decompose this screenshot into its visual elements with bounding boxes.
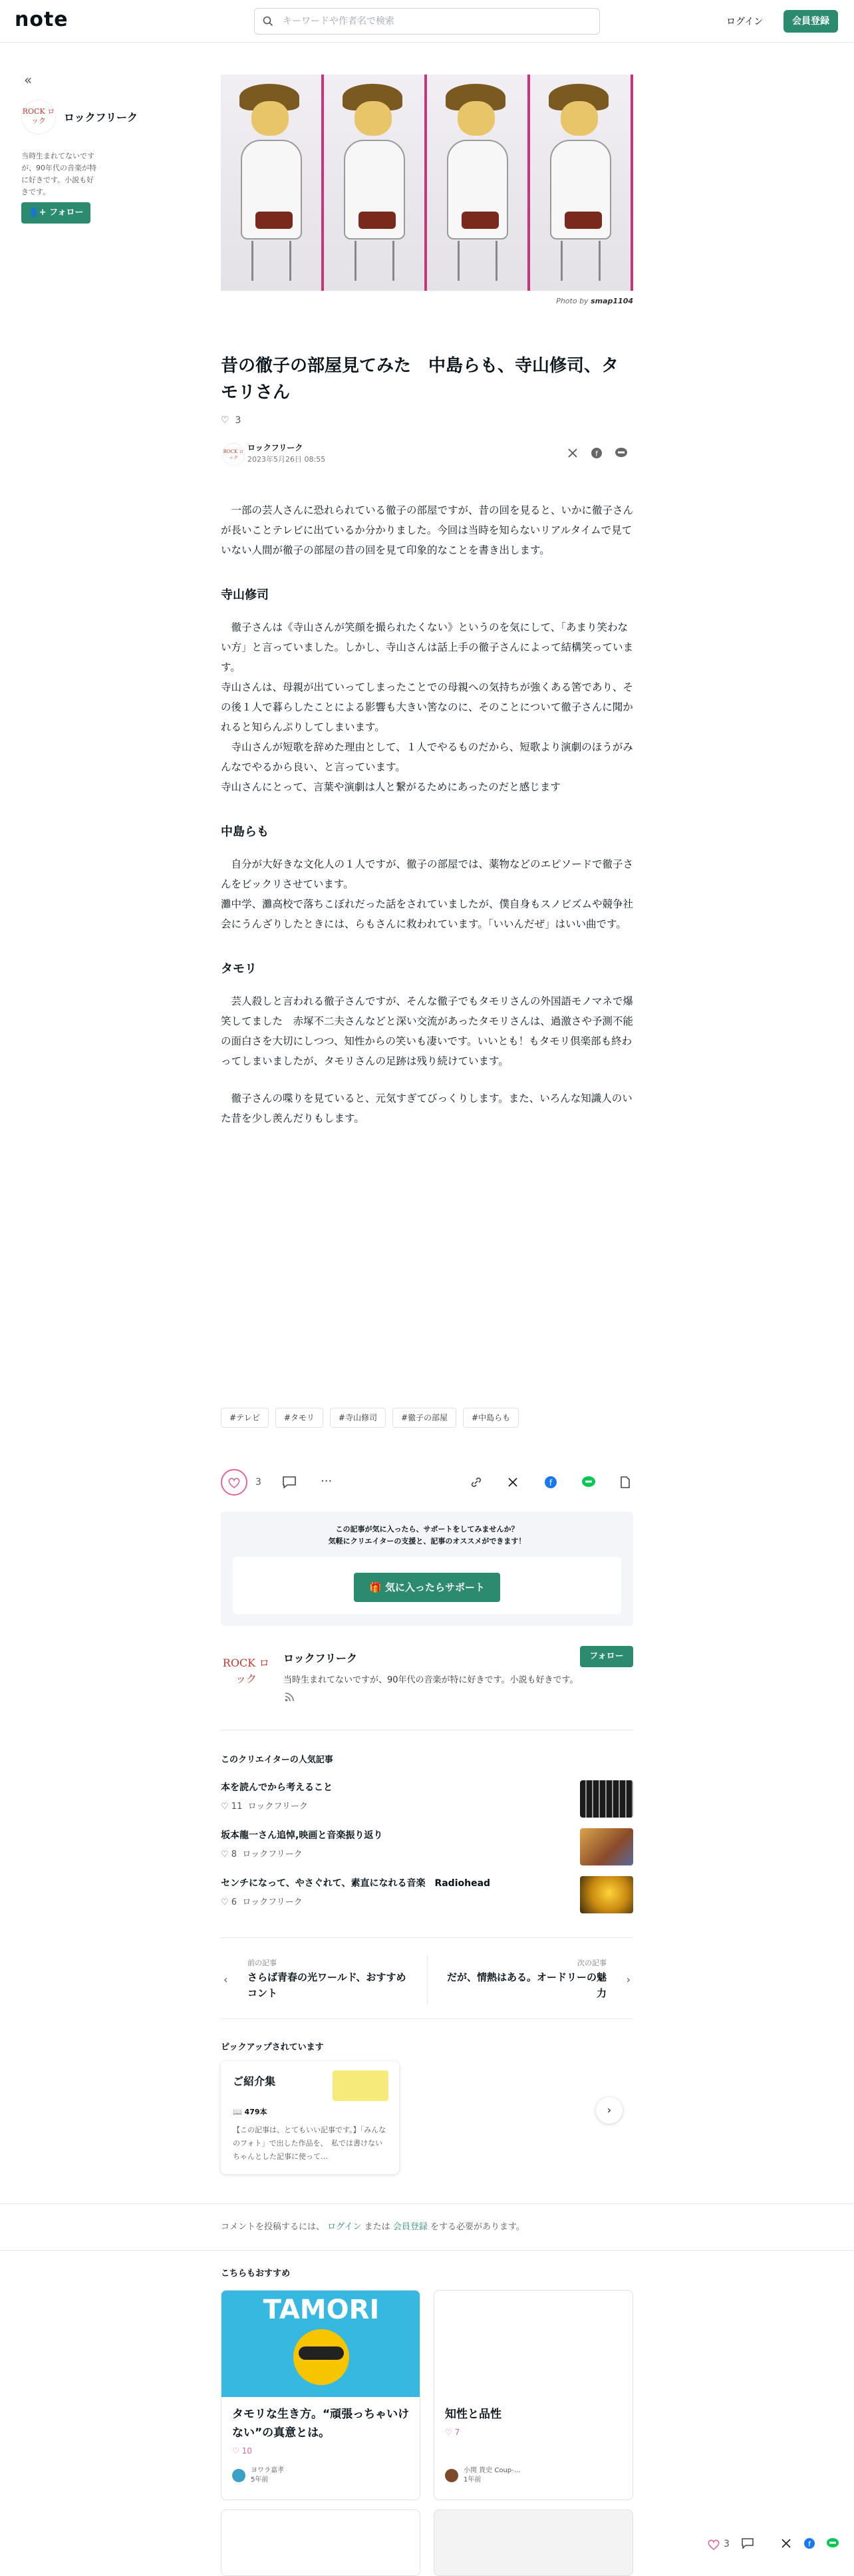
note-logo[interactable]: note <box>15 8 69 31</box>
hashtag-chip[interactable]: #タモリ <box>275 1408 323 1428</box>
cover-image <box>221 75 633 291</box>
author-name[interactable]: ロックフリーク <box>247 443 303 452</box>
popular-thumbnail <box>580 1876 633 1913</box>
floating-like-count: 3 <box>724 2539 730 2549</box>
line-share-icon[interactable] <box>826 2537 839 2552</box>
chevron-right-icon: › <box>607 2104 612 2116</box>
publish-date: 2023年5月26日 08:55 <box>247 455 326 464</box>
book-icon: 📖 <box>233 2108 242 2116</box>
recommend-title: 知性と品性 <box>445 2408 501 2421</box>
section-heading: タモリ <box>221 962 257 976</box>
sunglasses-illustration <box>299 2346 344 2360</box>
comment-login-link[interactable]: ログイン <box>327 2222 362 2232</box>
profile-follow-button[interactable]: フォロー <box>580 1646 633 1667</box>
profile-avatar-text: ROCK ロック <box>222 1657 270 1685</box>
recommend-likes <box>232 2446 252 2456</box>
popular-thumbnail <box>580 1780 633 1818</box>
search-box[interactable] <box>254 8 600 35</box>
login-link[interactable]: ログイン <box>726 17 764 27</box>
hashtag-chip[interactable]: #徹子の部屋 <box>392 1408 456 1428</box>
follow-label: フォロー <box>49 208 84 218</box>
profile-avatar[interactable] <box>222 1649 270 1696</box>
x-share-icon[interactable] <box>781 2538 791 2551</box>
popular-item[interactable] <box>221 1876 633 1913</box>
pickup-description: 【この記事は、とてもいい記事です。】「みんなのフォト」で出した作品を、 私では書けないちゃんとした記事に使って… <box>233 2126 386 2161</box>
prev-label: 前の記事 <box>247 1959 277 1967</box>
profile-name[interactable]: ロックフリーク <box>283 1652 358 1665</box>
rss-icon[interactable] <box>285 1692 294 1704</box>
svg-text:f: f <box>808 2539 811 2549</box>
article-action-row <box>221 1469 633 1496</box>
recommend-author-avatar <box>445 2469 458 2482</box>
hashtag-chip[interactable]: #寺山修司 <box>330 1408 386 1428</box>
svg-text:f: f <box>549 1478 553 1488</box>
chevron-right-icon: › <box>626 1973 631 1986</box>
section-heading: 寺山修司 <box>221 588 269 602</box>
comment-mid: または <box>364 2222 390 2232</box>
recommend-card[interactable] <box>434 2290 633 2500</box>
paragraph: 自分が大好きな文化人の１人ですが、徹子の部屋では、薬物などのエピソードで徹子さんをビックリさせています。 灘中学、灘高校で落ちこぼれだった話をされていましたが、僕自身もスノビズムや競争社会にうんざりしたときには、らもさんに救われています。「いいんだぜ」はいい曲です。 <box>221 858 634 930</box>
creator-avatar[interactable] <box>21 100 56 134</box>
popular-title: 坂本龍一さん追悼,映画と音楽振り返り <box>221 1830 383 1841</box>
facebook-share-icon[interactable] <box>591 447 603 459</box>
pickup-title[interactable]: ご紹介集 <box>233 2075 276 2088</box>
recommend-likes <box>445 2428 460 2437</box>
like-count: 3 <box>235 415 241 426</box>
heart-icon: ♡ <box>445 2428 452 2437</box>
x-share-icon[interactable] <box>567 447 579 459</box>
line-share-icon[interactable] <box>615 447 628 459</box>
popular-title: センチになって、やさぐれて、素直になれる音楽 Radiohead <box>221 1878 491 1889</box>
share-icons-top <box>567 446 633 462</box>
gift-icon: 🎁 <box>369 1581 382 1593</box>
heart-icon: ♡ <box>221 415 229 426</box>
line-share-icon[interactable] <box>581 1476 596 1489</box>
recommend-image-text: TAMORI <box>263 2295 380 2325</box>
paragraph: 一部の芸人さんに恐れられている徹子の部屋ですが、昔の回を見ると、いかに徹子さんが長いことテレビに出ているか分かりました。今回は当時を知らないリアルタイムで見ていない人間が徹子の部屋の昔の回を見て印象的なことを書き出します。 <box>221 504 634 556</box>
hashtag-chip[interactable]: #テレビ <box>221 1408 269 1428</box>
heart-icon[interactable] <box>706 2537 721 2553</box>
svg-text:f: f <box>595 449 598 458</box>
heart-icon: ♡ <box>232 2446 239 2456</box>
x-share-icon[interactable] <box>507 1476 519 1488</box>
photo-credit-prefix: Photo by <box>556 297 589 305</box>
comment-icon[interactable] <box>282 1476 297 1489</box>
comment-pre: コメントを投稿するには、 <box>221 2222 325 2232</box>
collapse-sidebar-icon[interactable]: « <box>24 72 33 88</box>
comment-post: をする必要があります。 <box>430 2222 525 2232</box>
recommend-author-name: ヨワラ嘉孝 <box>251 2467 284 2474</box>
photo-credit <box>492 297 633 305</box>
recommend-card-partial[interactable] <box>221 2509 420 2576</box>
avatar-text: ROCK ロック <box>22 107 55 125</box>
pickup-count <box>233 2106 267 2117</box>
signup-button[interactable]: 会員登録 <box>783 10 838 33</box>
recommend-heading: こちらもおすすめ <box>221 2269 291 2279</box>
chevron-left-icon: ‹ <box>223 1973 228 1986</box>
facebook-share-icon[interactable] <box>544 1476 557 1489</box>
popular-meta <box>221 1847 303 1859</box>
popular-meta <box>221 1799 308 1812</box>
popular-item[interactable] <box>221 1780 633 1818</box>
recommend-card[interactable] <box>221 2290 420 2500</box>
recommend-likes-value: 7 <box>454 2428 460 2437</box>
like-count: 3 <box>255 1477 261 1488</box>
support-message <box>221 1524 633 1547</box>
photo-credit-user[interactable]: smap1104 <box>591 297 633 305</box>
search-icon <box>263 16 273 27</box>
floating-action-bar <box>706 2536 847 2555</box>
like-button[interactable] <box>221 1469 247 1496</box>
recommend-title: タモリな生き方。“頑張っちゃいけない”の真意とは。 <box>232 2408 410 2440</box>
popular-likes: 11 <box>231 1802 243 1812</box>
global-header <box>0 0 854 43</box>
next-title: だが、情熱はある。オードリーの魅力 <box>447 1971 607 1999</box>
divider <box>221 2018 633 2019</box>
author-avatar[interactable] <box>222 443 245 466</box>
recommend-likes-value: 10 <box>241 2446 252 2456</box>
prev-title: さらば青春の光ワールド、おすすめコント <box>247 1971 406 1999</box>
popular-title: 本を読んでから考えること <box>221 1782 333 1793</box>
paragraph: 徹子さんの喋りを見ていると、元気すぎてびっくりします。また、いろんな知識人のいた昔を少し羨んだりもします。 <box>221 1092 633 1124</box>
facebook-share-icon[interactable] <box>803 2537 815 2552</box>
next-label: 次の記事 <box>577 1959 607 1967</box>
hashtag-chip[interactable]: #中島らも <box>463 1408 519 1428</box>
creator-bio: 当時生まれてないですが、90年代の音楽が特に好きです。小説も好きです。 <box>21 152 96 196</box>
paragraph: 芸人殺しと言われる徹子さんですが、そんな徹子でもタモリさんの外国語モノマネで爆笑してました 赤塚不二夫さんなどと深い交流があったタモリさんは、過激さや予測不能の面白さを大切にしつつ、知性からの笑いも凄いです。いいとも！もタモリ倶楽部も終わってしまいましたが、タモリさんの足跡は残り続けています。 <box>221 995 633 1067</box>
recommend-image <box>221 2291 420 2397</box>
recommend-time: 5年前 <box>251 2476 269 2484</box>
pickup-thumbnail <box>333 2070 388 2101</box>
profile-bio: 当時生まれてないですが、90年代の音楽が特に好きです。小説も好きです。 <box>283 1675 579 1685</box>
pickup-count-value: 479本 <box>244 2108 267 2116</box>
article-body <box>221 500 633 1146</box>
next-article-link[interactable] <box>427 1956 633 2004</box>
heart-icon <box>222 1470 246 1494</box>
comment-login-prompt <box>221 2219 525 2232</box>
recommend-author <box>464 2466 521 2485</box>
sidebar-follow-button[interactable] <box>21 202 90 224</box>
popular-item[interactable] <box>221 1828 633 1865</box>
tag-list <box>221 1408 633 1428</box>
recommend-author-name: 小関 貴史 Coup-… <box>464 2467 521 2474</box>
popular-author: ロックフリーク <box>247 1802 308 1812</box>
support-line-1: この記事が気に入ったら、サポートをしてみませんか？ <box>335 1525 519 1533</box>
prev-article-link[interactable] <box>221 1956 427 2004</box>
popular-meta <box>221 1895 303 1907</box>
popular-heading: このクリエイターの人気記事 <box>221 1755 333 1765</box>
support-line-2: 気軽にクリエイターの支援と、記事のオススメができます！ <box>328 1537 526 1545</box>
paragraph: 徹子さんは《寺山さんが笑顔を撮られたくない》というのを気にして、「あまり笑わない方」と言っていました。しかし、寺山さんは話上手の徹子さんによって結構笑っています。 寺山さんは、母親が出ていってしまったことでの母親への気持ちが強くある筈であり、その後１人で暮らしたことによる影響も大きい筈なのに、そのことについて徹子さんに聞かれると知らんぷりしてしまいます。 寺山さんが短歌を辞めた理由として、１人でやるものだから、短歌より演劇のほうがみんなでやるから良い、と言っています。 寺山さんにとって、言葉や演劇は人と繋がるためにあったのだと感じます <box>221 621 634 793</box>
creator-name[interactable]: ロックフリーク <box>64 111 138 124</box>
popular-thumbnail <box>580 1828 633 1865</box>
search-input[interactable] <box>283 14 589 29</box>
support-button-label: 気に入ったらサポート <box>384 1581 485 1593</box>
comment-signup-link[interactable]: 会員登録 <box>392 2222 428 2232</box>
pickup-heading: ピックアップされています <box>221 2042 324 2052</box>
comment-icon[interactable] <box>741 2537 754 2552</box>
section-heading: 中島らも <box>221 825 269 839</box>
follow-user-icon: 👤+ <box>28 208 47 218</box>
popular-likes: 6 <box>231 1897 237 1907</box>
embed-icon[interactable] <box>619 1476 632 1489</box>
copy-link-icon[interactable] <box>470 1476 483 1489</box>
author-avatar-text: ROCK ロック <box>223 449 244 460</box>
support-button[interactable] <box>354 1573 500 1602</box>
recommend-time: 1年前 <box>464 2476 482 2484</box>
popular-likes: 8 <box>231 1850 237 1859</box>
recommend-author <box>251 2466 284 2485</box>
heart-icon: ♡ <box>221 1897 229 1907</box>
popular-author: ロックフリーク <box>242 1897 303 1907</box>
divider <box>0 2203 854 2204</box>
article-title: 昔の徹子の部屋見てみた 中島らも、寺山修司、タモリさん <box>221 356 619 402</box>
divider <box>0 2250 854 2251</box>
heart-icon: ♡ <box>221 1850 229 1859</box>
title-like-count[interactable] <box>221 415 241 426</box>
more-options-icon[interactable]: ··· <box>321 1474 333 1488</box>
recommend-author-avatar <box>232 2469 245 2482</box>
popular-author: ロックフリーク <box>242 1850 303 1859</box>
divider <box>221 1937 633 1938</box>
carousel-next-button[interactable] <box>596 2097 623 2124</box>
heart-icon: ♡ <box>221 1802 229 1812</box>
recommend-card-partial[interactable] <box>434 2509 633 2576</box>
